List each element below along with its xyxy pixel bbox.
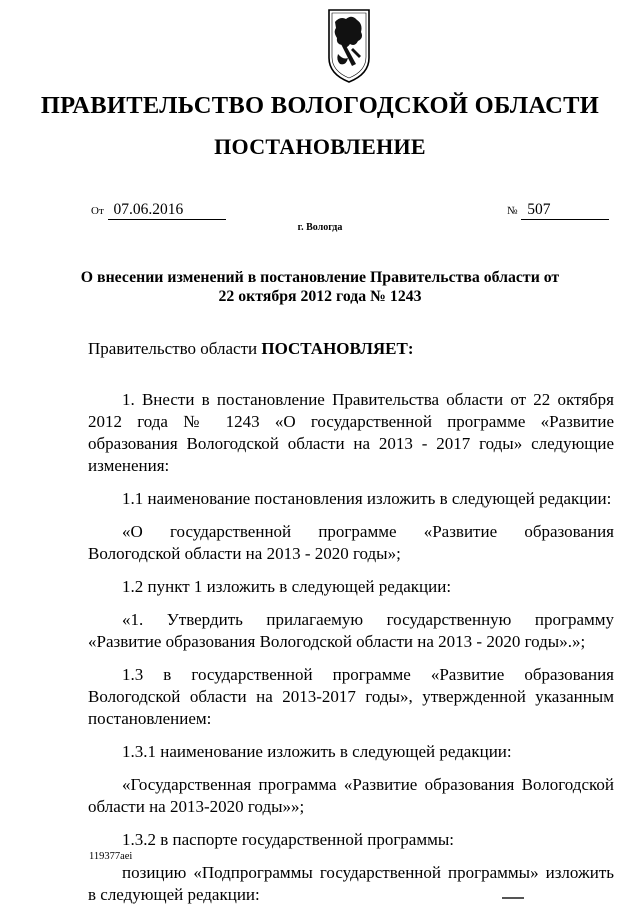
paragraph: 1.2 пункт 1 изложить в следующей редакции: (122, 577, 452, 596)
heading-line-2: 22 октября 2012 года № 1243 (218, 288, 422, 305)
date-value: 07.06.2016 (108, 201, 226, 220)
paragraph: «Государственная программа «Развитие образования Вологодской области на 2013-2020 годы»»; (88, 775, 614, 816)
intro-bold: ПОСТАНОВЛЯЕТ: (261, 339, 414, 358)
paragraph: 1.3.2 в паспорте государственной программы: (122, 830, 454, 849)
coat-of-arms-icon (326, 8, 372, 84)
government-title: ПРАВИТЕЛЬСТВО ВОЛОГОДСКОЙ ОБЛАСТИ (40, 92, 600, 119)
document-heading (60, 268, 580, 306)
intro-text: Правительство области (88, 339, 262, 358)
document-type: ПОСТАНОВЛЕНИЕ (214, 134, 426, 159)
paragraph: «О государственной программе «Развитие образования Вологодской области на 2013 - 2020 годы»; (88, 522, 614, 563)
city: г. Вологда (297, 222, 343, 233)
date-label: От (91, 205, 104, 217)
decree-intro (88, 339, 414, 359)
paragraph: 1.3 в государственной программе «Развитие образования Вологодской области на 2013-2017 годы», утвержденной указанным постановлением: (88, 665, 614, 728)
paragraph: позицию «Подпрограммы государственной программы» изложить в следующей редакции: (88, 863, 614, 904)
paragraph: 1.1 наименование постановления изложить в следующей редакции: (122, 489, 612, 508)
paragraph: «1. Утвердить прилагаемую государственную программу «Развитие образования Вологодской области на 2013 - 2020 годы».»; (88, 610, 614, 651)
heading-line-1: О внесении изменений в постановление Правительства области от (80, 269, 560, 286)
number-field (507, 201, 609, 223)
number-label: № (507, 205, 518, 217)
bottom-mark (502, 897, 524, 899)
number-value: 507 (521, 201, 609, 220)
paragraph: 1. Внести в постановление Правительства области от 22 октября 2012 года № 1243 «О государственной программе «Развитие образования Вологодской области на 2013 - 2017 годы» следующие изменения: (88, 390, 614, 475)
date-field (91, 201, 226, 223)
paragraph: 1.3.1 наименование изложить в следующей редакции: (122, 742, 512, 761)
footer-code: 119377aei (89, 851, 133, 862)
body-text (88, 389, 614, 917)
